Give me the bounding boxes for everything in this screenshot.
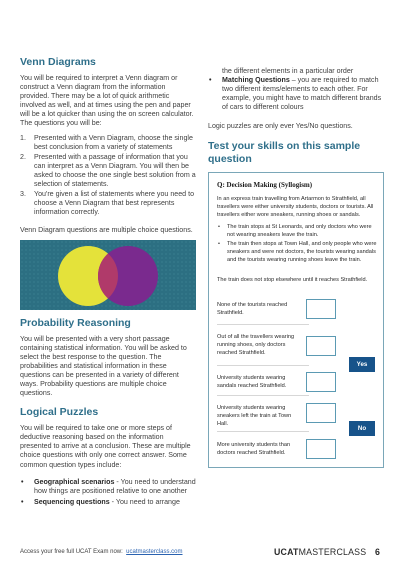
question-intro: In an express train travelling from Artarmon to Strathfield, all travellers were either university students, doctors or tourists. All travellers either wore sneakers, running shoes or sandals. — [217, 195, 374, 218]
statement-4: University students wearing sneakers left the train at Town Hall. — [217, 404, 292, 427]
venn-intro: You will be required to interpret a Venn diagram or construct a Venn diagram from the information provided. There may be a lot of quick arithmetic involved as well, and at times using the pen and paper will be a lot quicker than using the on screen calculator. The questions you will be: — [20, 74, 194, 128]
statement-3: University students wearing sandals reached Strathfield. — [217, 374, 287, 389]
divider — [217, 395, 309, 396]
answer-drop-zone-5[interactable] — [306, 439, 336, 459]
question-closing: The train does not stop elsewhere until it reaches Strathfield. — [217, 276, 368, 283]
puzzles-text: You will be required to take one or more steps of deductive reasoning based on the information presented to arrive at a conclusion. These are multiple choice questions with only one correct answer. Some common question types include: — [20, 424, 191, 469]
divider — [217, 365, 309, 366]
logic-note: Logic puzzles are only ever Yes/No questions. — [208, 122, 353, 131]
list-item: 3. You're given a list of statements where you need to choose a Venn Diagram that best represents information correctly. — [20, 190, 195, 217]
venn-diagram-image — [20, 240, 196, 310]
question-title: Q: Decision Making (Syllogism) — [217, 180, 313, 189]
venn-heading: Venn Diagrams — [20, 56, 96, 68]
statement-1: None of the tourists reached Strathfield. — [217, 301, 288, 316]
footer-link[interactable]: ucatmasterclass.com — [126, 549, 183, 555]
page-number: 6 — [375, 547, 380, 557]
divider — [217, 324, 309, 325]
list-item: 1. Presented with a Venn Diagram, choose the single best conclusion from a variety of statements — [20, 133, 193, 151]
question-facts — [217, 223, 379, 265]
probability-heading: Probability Reasoning — [20, 316, 131, 329]
sample-heading: Test your skills on this sample question — [208, 139, 361, 165]
sequencing-continued: the different elements in a particular order — [222, 67, 354, 75]
page-footer — [20, 548, 380, 558]
statement-2: Out of all the travellers wearing running shoes, only doctors reached Strathfield. — [217, 333, 295, 356]
divider — [217, 431, 309, 432]
no-button[interactable]: No — [349, 421, 375, 436]
venn-diagram — [20, 240, 196, 310]
right-column — [208, 67, 384, 468]
sample-question-box — [208, 172, 384, 468]
footer-access: Access your free full UCAT Exam now: ucatmasterclass.com — [20, 549, 183, 555]
left-column — [20, 56, 196, 509]
list-item: • Geographical scenarios - You need to understand how things are positioned relative to one another — [21, 477, 196, 495]
answer-drop-zone-1[interactable] — [306, 299, 336, 319]
probability-text: You will be presented with a very short passage containing statistical information. You will be asked to select the best response to the question. The probabilities and statistical information in these questions can be presented in a variety of different ways. Probability questions are multiple choice questions. — [20, 334, 187, 398]
puzzles-heading: Logical Puzzles — [20, 406, 99, 419]
puzzle-types — [20, 478, 196, 507]
venn-question-types — [20, 134, 196, 218]
matching-bullet — [208, 76, 384, 112]
answer-drop-zone-4[interactable] — [306, 403, 336, 423]
list-item: • Matching Questions – you are required to match two different items/elements to each other. For example, you might have to match different brands of cars to different colours — [209, 76, 382, 112]
brand-logo: UCATMASTERCLASS — [274, 547, 367, 557]
yes-button[interactable]: Yes — [349, 357, 375, 372]
list-item: 2. Presented with a passage of information that you can interpret as a Venn Diagram. You will then be asked to choose the one single best solution from a selection of statements. — [20, 152, 196, 189]
statement-5: More university students than doctors reached Strathfield. — [217, 441, 291, 456]
answer-drop-zone-2[interactable] — [306, 336, 336, 356]
list-item: • The train then stops at Town Hall, and only people who were sneakers and were not doctors, the tourists wearing sandals and the tourists wearing running shoes leave the train. — [218, 240, 377, 263]
list-item: • The train stops at St Leonards, and only doctors who were not wearing sneakers leave the train. — [218, 223, 372, 238]
list-item: • Sequencing questions - You need to arrange — [21, 497, 180, 506]
answer-drop-zone-3[interactable] — [306, 372, 336, 392]
venn-note: Venn Diagram questions are multiple choice questions. — [20, 226, 193, 235]
